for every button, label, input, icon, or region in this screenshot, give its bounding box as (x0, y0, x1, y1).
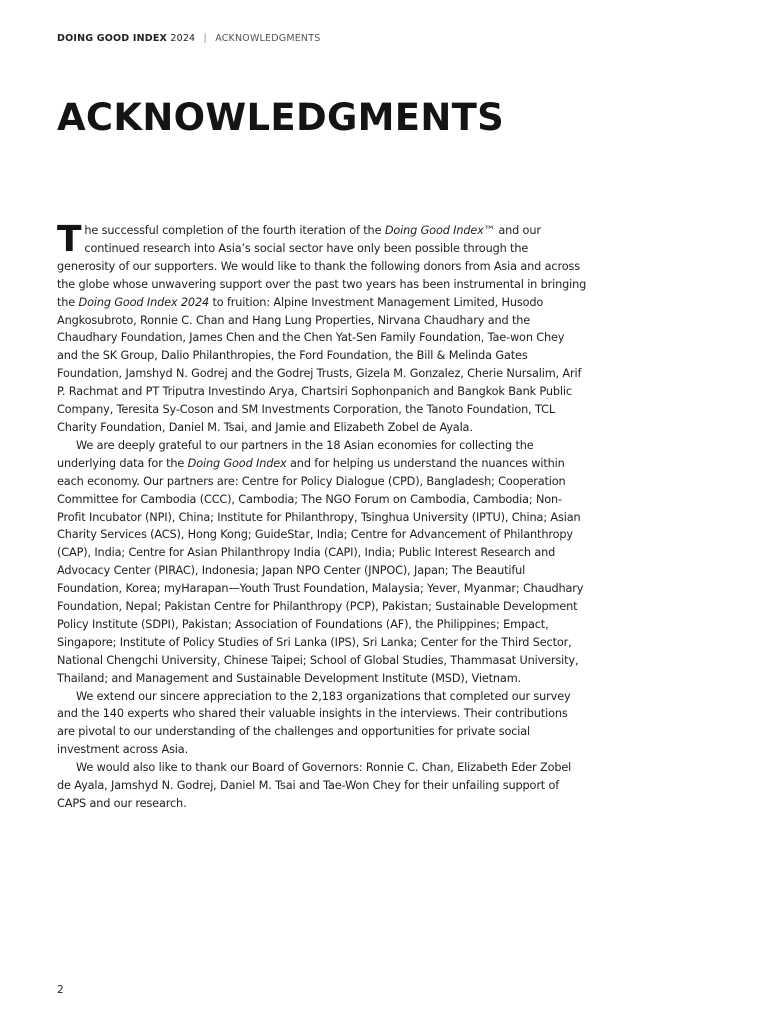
p1-italic-2: Doing Good Index 2024 (78, 295, 210, 309)
paragraph-donors (57, 219, 587, 437)
p2-text-1: We are deeply grateful to our partners in the 18 Asian economies for collecting the underlying data for the (57, 438, 534, 470)
drop-cap: T (57, 219, 82, 260)
p2-italic-1: Doing Good Index (187, 456, 287, 470)
body-text (57, 219, 587, 813)
header-section: ACKNOWLEDGMENTS (215, 33, 321, 44)
page-number: 2 (57, 984, 64, 996)
p1-italic-1: Doing Good Index™ (384, 224, 495, 237)
paragraph-partners (57, 437, 587, 688)
header-separator: | (203, 33, 207, 44)
p1-text-2: and our continued research into Asia’s social sector have only been possible through the generosity of our supporters. We would like to thank the following donors from Asia and across the globe whose unwavering support over the past two years has been instrumental in bringing the (57, 224, 587, 309)
p1-text-1: he successful completion of the fourth iteration of the (84, 224, 385, 237)
page-title: ACKNOWLEDGMENTS (57, 96, 505, 139)
p2-text-2: and for helping us understand the nuances within each economy. Our partners are: Centre for Policy Dialogue (CPD), Bangladesh; Cooperation Committee for Cambodia (CCC), Cambodia; The NGO Forum on Cambodia, Cambodia; Non-Profit Incubator (NPI), China; Institute for Philanthropy, Tsinghua University (IPTU), China; Asian Charity Services (ACS), Hong Kong; GuideStar, India; Centre for Advancement of Philanthropy (CAP), India; Centre for Asian Philanthropy India (CAPI), India; Public Interest Research and Advocacy Center (PIRAC), Indonesia; Japan NPO Center (JNPOC), Japan; The Beautiful Foundation, Korea; myHarapan—Youth Trust Foundation, Malaysia; Yever, Myanmar; Chaudhary Foundation, Nepal; Pakistan Centre for Philanthropy (PCP), Pakistan; Sustainable Development Policy Institute (SDPI), Pakistan; Association of Foundations (AF), the Philippines; Empact, Singapore; Institute of Policy Studies of Sri Lanka (IPS), Sri Lanka; Center for the Third Sector, National Chengchi University, Chinese Taipei; School of Global Studies, Thammasat University, Thailand; and Management and Sustainable Development Institute (MSD), Vietnam. (57, 456, 584, 685)
paragraph-survey: We extend our sincere appreciation to the 2,183 organizations that completed our survey and the 140 experts who shared their valuable insights in the interviews. Their contributions are pivotal to our understanding of the challenges and opportunities for private social investment across Asia. (57, 689, 571, 757)
running-header (57, 33, 320, 44)
publication-year: 2024 (170, 33, 196, 44)
p1-text-3: to fruition: Alpine Investment Management Limited, Husodo Angkosubroto, Ronnie C. Chan and Hang Lung Properties, Nirvana Chaudhary and the Chaudhary Foundation, James Chen and the Chen Yat-Sen Family Foundation, Tae-won Chey and the SK Group, Dalio Philanthropies, the Ford Foundation, the Bill & Melinda Gates Foundation, Jamshyd N. Godrej and the Godrej Trusts, Gizela M. Gonzalez, Cherie Nursalim, Arif P. Rachmat and PT Triputra Investindo Arya, Chartsiri Sophonpanich and Bangkok Bank Public Company, Teresita Sy-Coson and SM Investments Corporation, the Tanoto Foundation, TCL Charity Foundation, Daniel M. Tsai, and Jamie and Elizabeth Zobel de Ayala. (57, 295, 582, 434)
paragraph-board: We would also like to thank our Board of Governors: Ronnie C. Chan, Elizabeth Eder Zobel de Ayala, Jamshyd N. Godrej, Daniel M. Tsai and Tae-Won Chey for their unfailing support of CAPS and our research. (57, 761, 572, 810)
publication-name: DOING GOOD INDEX (57, 33, 168, 44)
